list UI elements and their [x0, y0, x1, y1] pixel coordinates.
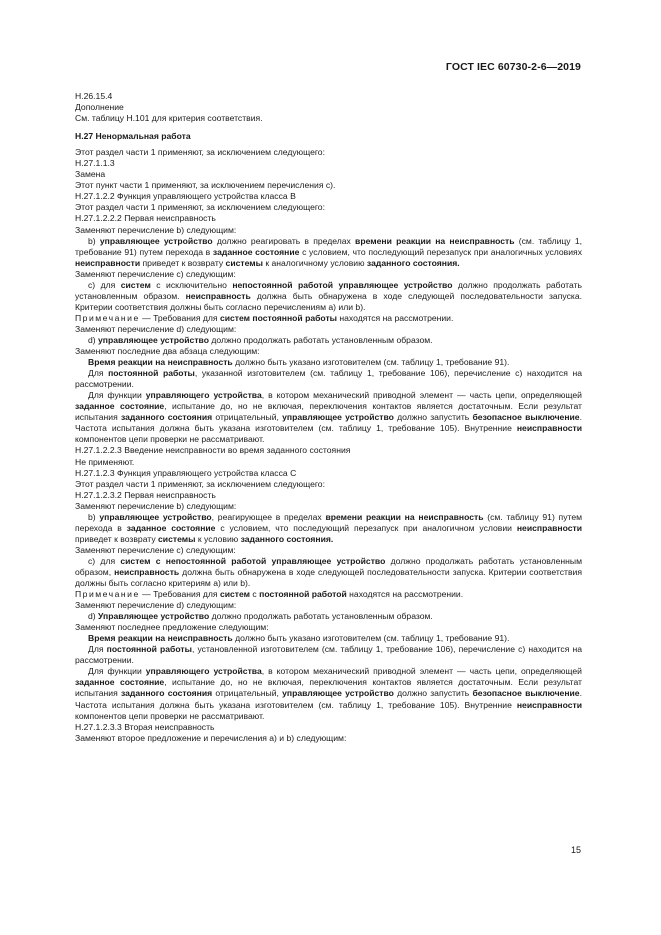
text-line: H.27.1.1.3: [75, 158, 115, 169]
bold-term: управляющее устройство: [99, 511, 212, 522]
text-run: , в котором механический приводной элемент — часть цепи, определяющей: [261, 390, 582, 401]
text-run: b): [88, 235, 100, 246]
bold-term: времени реакции на неисправность: [325, 511, 484, 522]
text-run: с: [250, 589, 260, 600]
paragraph: [75, 335, 582, 346]
text-run: . Частота испытания должна быть указана изготовителем (см. таблицу 1, требование 105). Внутренние: [75, 688, 582, 710]
text-run: , указанной изготовителем (см. таблицу 1, требование 106), перечисление c) находится на рассмотрении.: [75, 368, 582, 390]
paragraph: [75, 236, 582, 269]
text-run: с условием, что последующий перезапуск при аналогичном условии: [215, 522, 517, 533]
text-run: приведет к возврату: [140, 257, 226, 268]
bold-term: управляющее устройство: [282, 412, 394, 423]
text-run: — Требования для: [139, 589, 220, 600]
text-run: c) для: [88, 555, 121, 566]
bold-term: заданное состояние: [126, 522, 216, 533]
bold-term: непостоянной работой управляющее устройство: [232, 279, 453, 290]
text-run: с исключительно: [150, 279, 233, 290]
text-line: Заменяют перечисление d) следующим:: [75, 323, 237, 334]
note-label: Примечание: [75, 312, 140, 323]
bold-term: Управляющее устройство: [98, 611, 210, 622]
bold-term: безопасное выключение: [472, 688, 580, 699]
text-run: компонентов цепи проверки не рассматривают.: [75, 710, 265, 721]
text-line: H.27.1.2.2 Функция управляющего устройства класса B: [75, 191, 296, 202]
text-run: должно продолжать работать установленным образом.: [75, 279, 583, 301]
paragraph: [75, 556, 582, 589]
text-run: находятся на рассмотрении.: [346, 589, 464, 600]
bold-term: безопасное выключение: [472, 412, 580, 423]
paragraph: [75, 357, 582, 368]
bold-term: постоянной работы: [106, 644, 192, 655]
text-run: должно продолжать работать установленным образом,: [75, 555, 582, 577]
note: [75, 589, 582, 600]
document-header: ГОСТ IEC 60730-2-6—2019: [445, 61, 581, 73]
text-line: Заменяют второе предложение и перечисления а) и b) следующим:: [75, 732, 347, 743]
text-run: приведет к возврату: [75, 533, 159, 544]
bold-term: систем постоянной работы: [219, 312, 338, 323]
bold-term: времени реакции на неисправность: [355, 235, 515, 246]
text-run: компонентов цепи проверки не рассматривают.: [75, 434, 265, 445]
bold-term: постоянной работой: [259, 589, 347, 600]
text-run: должно запустить: [393, 688, 473, 699]
text-run: , установленной изготовителем (см. таблицу 1, требование 106), перечисление c) находится на рассмотрении.: [75, 644, 582, 666]
text-run: отрицательный,: [212, 688, 283, 699]
bold-term: неисправности: [516, 423, 582, 434]
text-run: , испытание до, но не включая, переключения контактов является достаточным. Если результат испытания: [75, 401, 582, 423]
section-title: H.27 Ненормальная работа: [75, 131, 191, 142]
text-run: , в котором механический приводной элемент — часть цепи, определяющей: [261, 666, 582, 677]
text-line: Дополнение: [75, 102, 124, 113]
text-run: отрицательный,: [212, 412, 283, 423]
text-line: Заменяют перечисление c) следующим:: [75, 268, 236, 279]
paragraph: [75, 666, 582, 721]
text-run: должно быть указано изготовителем (см. таблицу 1, требование 91).: [232, 633, 510, 644]
text-run: Для функции: [88, 666, 146, 677]
bold-term: постоянной работы: [108, 368, 195, 379]
paragraph: [75, 390, 582, 445]
text-run: должно реагировать в пределах: [212, 235, 356, 246]
text-line: См. таблицу H.101 для критерия соответствия.: [75, 113, 263, 124]
bold-term: управляющее устройство: [99, 235, 213, 246]
bold-term: системы: [225, 257, 263, 268]
text-run: d): [88, 334, 99, 345]
text-line: Не применяют.: [75, 456, 135, 467]
note-label: Примечание: [75, 589, 140, 600]
bold-term: Время реакции на неисправность: [88, 633, 233, 644]
page-number: 15: [570, 845, 581, 855]
bold-term: систем с непостоянной работой управляющее устройство: [120, 555, 386, 566]
bold-term: заданное состояние: [212, 246, 300, 257]
text-run: (см. таблицу 91) путем перехода в: [75, 511, 583, 533]
bold-term: заданного состояния.: [240, 533, 334, 544]
text-line: Этот пункт части 1 применяют, за исключением перечисления c).: [75, 180, 336, 191]
text-line: Заменяют последнее предложение следующим:: [75, 622, 269, 633]
bold-term: систем: [219, 589, 251, 600]
text-run: должна быть обнаружена в ходе следующей последовательности запуска. Критерии соответствия должны быть согласно перечислениям а) или b).: [75, 290, 582, 312]
text-run: Для: [88, 644, 107, 655]
bold-term: системы: [158, 533, 196, 544]
text-line: H.26.15.4: [75, 91, 113, 101]
text-line: Этот раздел части 1 применяют, за исключением следующего:: [75, 202, 325, 213]
text-line: Заменяют перечисление d) следующим:: [75, 600, 237, 611]
document-body: [75, 91, 582, 744]
paragraph: [75, 633, 582, 644]
text-line: H.27.1.2.3.3 Вторая неисправность: [75, 721, 215, 732]
text-line: Заменяют перечисление c) следующим:: [75, 544, 236, 555]
text-line: H.27.1.2.2.2 Первая неисправность: [75, 213, 216, 224]
text-run: (см. таблицу 1, требование 91) путем перехода в: [75, 235, 582, 257]
text-run: , испытание до, но не включая, переключения контактов является достаточным. Если результат испытания: [75, 677, 582, 699]
bold-term: неисправности: [516, 699, 582, 710]
text-line: Заменяют перечисление b) следующим:: [75, 224, 237, 235]
text-run: , реагирующее в пределах: [211, 511, 326, 522]
text-run: должна быть обнаружена в ходе следующей последовательности запуска. Критерии соответствия должны быть согласно критериям а) или b).: [75, 566, 582, 589]
text-run: d): [88, 611, 99, 622]
text-run: Для: [88, 368, 109, 379]
bold-term: управляющее устройство: [282, 688, 394, 699]
bold-term: неисправность: [185, 290, 251, 301]
bold-term: неисправность: [114, 566, 180, 577]
text-line: Заменяют перечисление b) следующим:: [75, 500, 237, 511]
text-run: должно продолжать работать установленным образом.: [208, 334, 433, 345]
bold-term: управляющее устройство: [98, 334, 209, 345]
bold-term: заданное состояние: [75, 401, 165, 412]
text-line: Этот раздел части 1 применяют, за исключением следующего:: [75, 478, 325, 489]
text-run: Для функции: [88, 390, 146, 401]
bold-term: неисправности: [516, 522, 582, 533]
paragraph: [75, 368, 582, 390]
bold-term: управляющего устройства: [145, 390, 262, 401]
bold-term: Время реакции на неисправность: [88, 357, 233, 368]
text-line: H.27.1.2.2.3 Введение неисправности во время заданного состояния: [75, 445, 351, 456]
text-run: . Частота испытания должна быть указана изготовителем (см. таблицу 1, требование 105). Внутренние: [75, 412, 582, 434]
text-run: c) для: [88, 279, 121, 290]
text-run: b): [88, 511, 100, 522]
bold-term: неисправности: [75, 257, 141, 268]
text-line: Заменяют последние два абзаца следующим:: [75, 346, 260, 357]
text-run: должно продолжать работать установленным образом.: [209, 611, 433, 622]
note: [75, 313, 582, 324]
text-run: находятся на рассмотрении.: [337, 312, 454, 323]
text-line: Замена: [75, 169, 106, 180]
text-run: к условию: [195, 533, 241, 544]
paragraph: [75, 644, 582, 666]
text-run: — Требования для: [139, 312, 220, 323]
paragraph: [75, 512, 582, 545]
paragraph: [75, 280, 582, 313]
text-line: H.27.1.2.3.2 Первая неисправность: [75, 489, 216, 500]
text-run: к аналогичному условию: [262, 257, 367, 268]
text-line: Этот раздел части 1 применяют, за исключением следующего:: [75, 147, 325, 158]
text-run: должно быть указано изготовителем (см. таблицу 1, требование 91).: [232, 357, 510, 368]
bold-term: заданного состояния.: [366, 257, 460, 268]
bold-term: управляющего устройства: [145, 666, 262, 677]
text-line: H.27.1.2.3 Функция управляющего устройства класса C: [75, 467, 297, 478]
bold-term: заданное состояние: [75, 677, 165, 688]
bold-term: заданного состояния: [120, 412, 213, 423]
bold-term: систем: [120, 279, 151, 290]
text-run: должно запустить: [393, 412, 473, 423]
text-run: с условием, что последующий перезапуск при аналогичных условиях: [299, 246, 582, 257]
paragraph: [75, 611, 582, 622]
bold-term: заданного состояния: [120, 688, 213, 699]
